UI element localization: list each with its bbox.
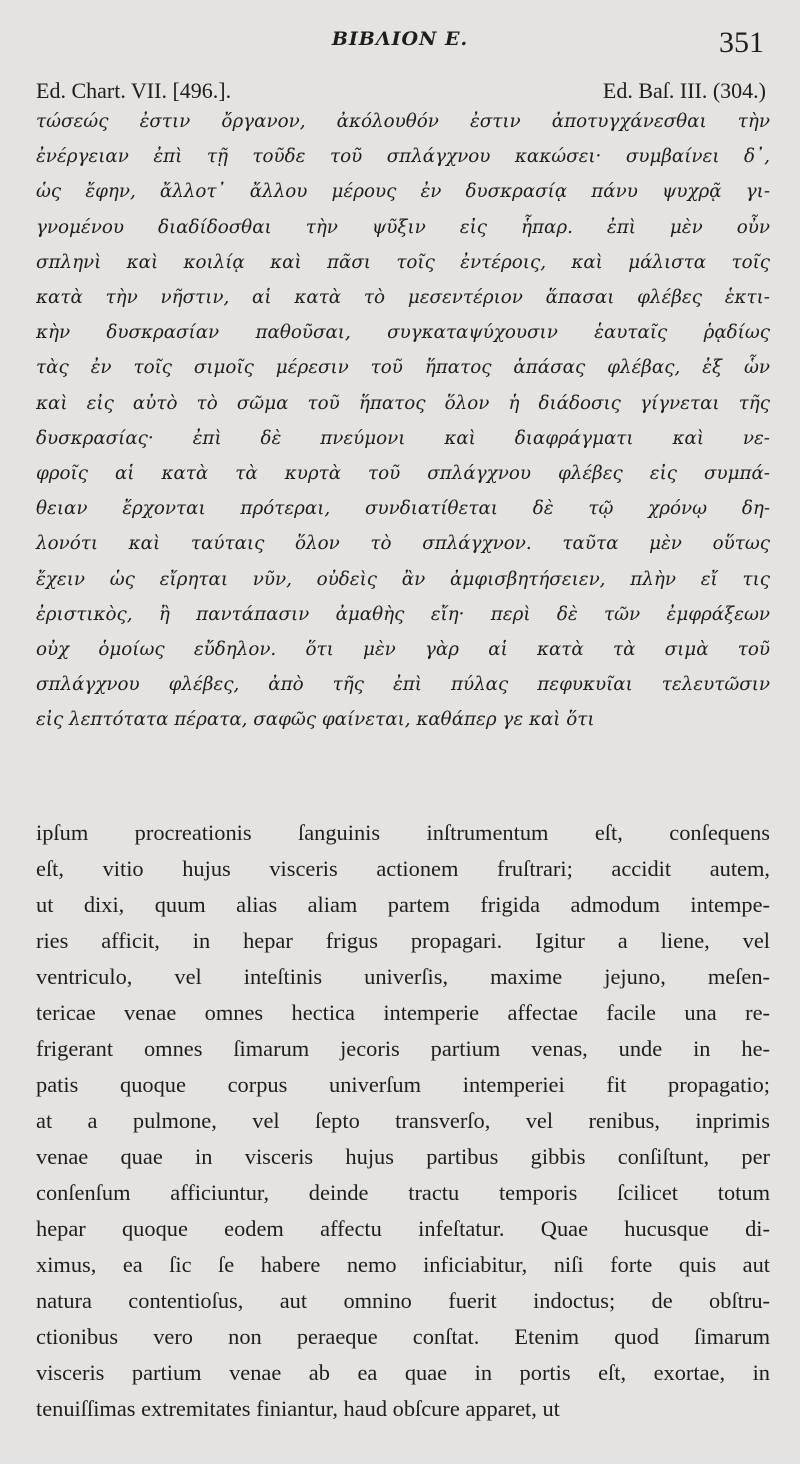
greek-text-line: φροῖς αἱ κατὰ τὰ κυρτὰ τοῦ σπλάγχνου φλέβες εἰς συμπά- [36, 463, 770, 485]
greek-text-line: καὶ εἰς αὐτὸ τὸ σῶμα τοῦ ἥπατος ὅλον ἡ διάδοσις γίγνεται τῆς [36, 392, 770, 414]
page-number: 351 [719, 26, 764, 59]
latin-text-line: ipſum procreationis ſanguinis inſtrumentum eſt, conſequens [36, 820, 770, 845]
latin-text-line: ries afficit, in hepar frigus propagari. Igitur a liene, vel [36, 928, 770, 953]
running-title: ΒΙΒΛΙΟΝ Ε. [331, 28, 469, 50]
greek-text-line: λονότι καὶ ταύταις ὅλον τὸ σπλάγχνον. ταῦτα μὲν οὕτως [36, 533, 770, 555]
latin-text-line: natura contentioſus, aut omnino fuerit indoctus; de obſtru- [36, 1288, 770, 1313]
edition-reference-basel: Ed. Baſ. III. (304.) [602, 78, 766, 103]
latin-text-line: ximus, ea ſic ſe habere nemo inficiabitur, niſi forte quis aut [36, 1252, 770, 1277]
latin-text-line: eſt, vitio hujus visceris actionem fruſtrari; accidit autem, [36, 856, 770, 881]
latin-text-line: hepar quoque eodem affectu infeſtatur. Quae hucusque di- [36, 1216, 770, 1241]
latin-text-line: visceris partium venae ab ea quae in portis eſt, exortae, in [36, 1360, 770, 1385]
latin-text-line: frigerant omnes ſimarum jecoris partium venas, unde in he- [36, 1036, 770, 1061]
greek-text-line: τὰς ἐν τοῖς σιμοῖς μέρεσιν τοῦ ἥπατος ἁπάσας φλέβας, ἐξ ὧν [36, 357, 770, 379]
greek-text-line: εἰς λεπτότατα πέρατα, σαφῶς φαίνεται, καθάπερ γε καὶ ὅτι [36, 709, 595, 731]
latin-text-line: venae quae in visceris hujus partibus gibbis conſiſtunt, per [36, 1144, 770, 1169]
greek-text-line: ὡς ἔφην, ἄλλοτ᾽ ἄλλου μέρους ἐν δυσκρασίᾳ πάνυ ψυχρᾷ γι- [36, 181, 770, 203]
latin-text-block [36, 815, 770, 1427]
latin-text-line: at a pulmone, vel ſepto transverſo, vel renibus, inprimis [36, 1108, 770, 1133]
greek-text-line: θειαν ἔρχονται πρότεραι, συνδιατίθεται δὲ τῷ χρόνῳ δη- [36, 498, 770, 520]
greek-text-block [36, 104, 770, 738]
greek-text-line: τώσεώς ἐστιν ὄργανον, ἀκόλουθόν ἐστιν ἀποτυγχάνεσθαι τὴν [36, 111, 770, 132]
greek-text-line: σπλάγχνου φλέβες, ἀπὸ τῆς ἐπὶ πύλας πεφυκυῖαι τελευτῶσιν [36, 674, 770, 696]
greek-text-line: ἐριστικὸς, ἢ παντάπασιν ἀμαθὴς εἴη· περὶ δὲ τῶν ἐμφράξεων [36, 603, 770, 625]
edition-reference-chartier: Ed. Chart. VII. [496.]. [36, 78, 232, 103]
greek-text-line: δυσκρασίας· ἐπὶ δὲ πνεύμονι καὶ διαφράγματι καὶ νε- [36, 427, 770, 449]
greek-text-line: σπληνὶ καὶ κοιλίᾳ καὶ πᾶσι τοῖς ἐντέροις, καὶ μάλιστα τοῖς [36, 251, 770, 273]
latin-text-line: ctionibus vero non peraeque conſtat. Etenim quod ſimarum [36, 1324, 770, 1349]
greek-text-line: ἐνέργειαν ἐπὶ τῇ τοῦδε τοῦ σπλάγχνου κακώσει· συμβαίνει δ᾽, [36, 146, 770, 168]
greek-text-line: ἔχειν ὡς εἴρηται νῦν, οὐδεὶς ἂν ἀμφισβητήσειεν, πλὴν εἴ τις [36, 568, 770, 590]
greek-text-line: γνομένου διαδίδοσθαι τὴν ψῦξιν εἰς ἧπαρ. ἐπὶ μὲν οὖν [36, 216, 770, 238]
latin-text-line: ut dixi, quum alias aliam partem frigida admodum intempe- [36, 892, 770, 917]
greek-text-line: οὐχ ὁμοίως εὔδηλον. ὅτι μὲν γὰρ αἱ κατὰ τὰ σιμὰ τοῦ [36, 639, 770, 661]
latin-text-line: conſenſum afficiuntur, deinde tractu temporis ſcilicet totum [36, 1180, 770, 1205]
latin-text-line: patis quoque corpus univerſum intemperiei fit propagatio; [36, 1072, 770, 1097]
latin-text-line: tenuiſſimas extremitates finiantur, haud obſcure apparet, ut [36, 1396, 560, 1421]
greek-text-line: κατὰ τὴν νῆστιν, αἱ κατὰ τὸ μεσεντέριον ἅπασαι φλέβες ἑκτι- [36, 287, 770, 309]
greek-text-line: κὴν δυσκρασίαν παθοῦσαι, συγκαταψύχουσιν ἑαυταῖς ῥᾳδίως [36, 322, 770, 344]
latin-text-line: ventriculo, vel inteſtinis univerſis, maxime jejuno, meſen- [36, 964, 770, 989]
latin-text-line: tericae venae omnes hectica intemperie affectae facile una re- [36, 1000, 770, 1025]
